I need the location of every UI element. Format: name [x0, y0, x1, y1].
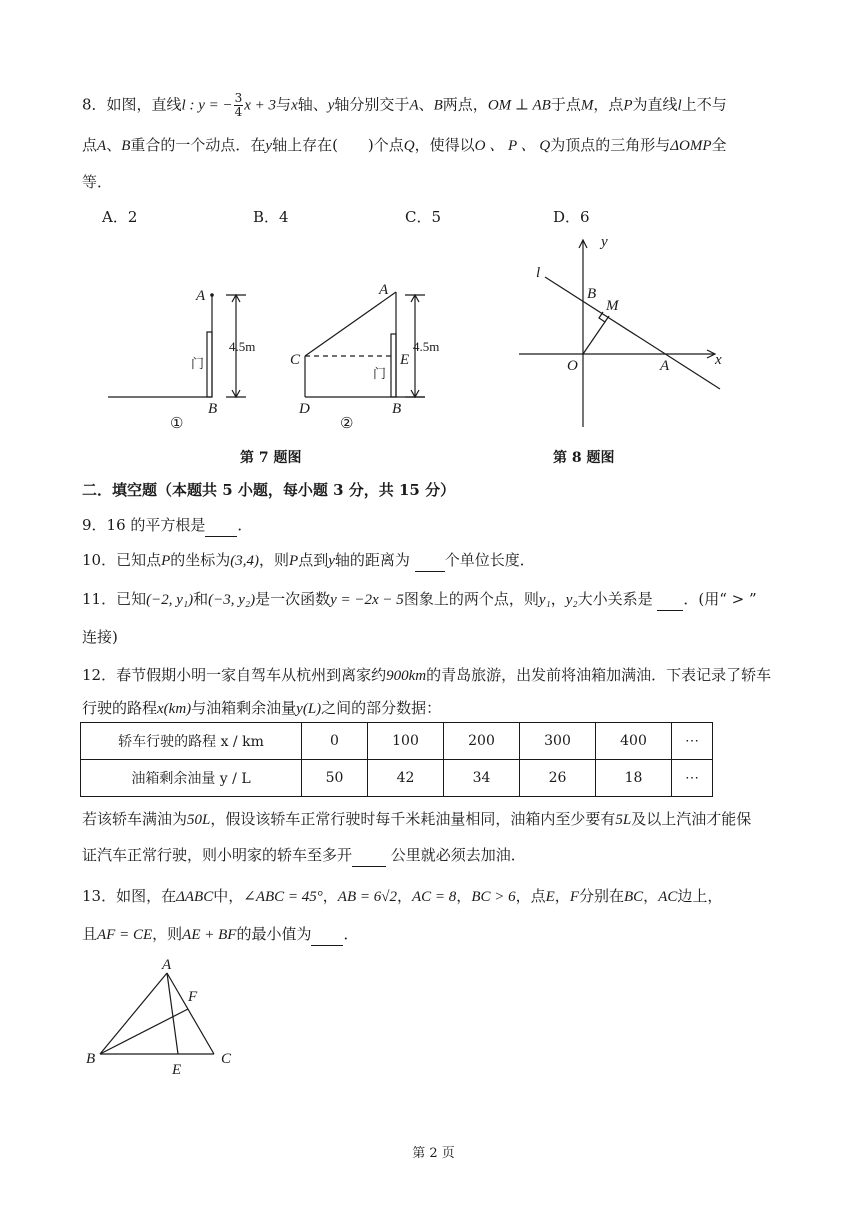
q8-option-d: D．6: [553, 208, 590, 226]
figure-7: [100, 272, 440, 437]
q11-var: (−3, y₂): [208, 592, 256, 608]
q13-text: ，: [322, 887, 338, 905]
q8-text: 上不与: [681, 95, 727, 114]
q13-text: ，: [396, 887, 412, 905]
door-frame-2: [391, 334, 396, 397]
table-cell: ⋯: [672, 760, 713, 797]
q12-data-table: [80, 722, 713, 797]
q12-text: 12．春节假期小明一家自驾车从杭州到离家约: [82, 666, 387, 684]
q13-text: ，则: [152, 925, 183, 943]
q13-text: 13．如图，在: [82, 887, 177, 905]
q13-var: E: [545, 889, 555, 905]
q8-text: 轴上存在( )个点: [272, 136, 404, 154]
q12-text: 行驶的路程: [82, 699, 158, 717]
label-c: C: [290, 352, 301, 368]
label-a2: A: [379, 282, 389, 298]
q13-text: 且: [82, 925, 98, 943]
q13-var: ΔABC: [176, 889, 214, 905]
q8-var: O 、 P 、 Q: [474, 138, 551, 154]
q8-text: 轴、: [297, 95, 328, 114]
q8-var: OM ⊥ AB: [487, 97, 551, 114]
q8-var: A: [97, 138, 107, 154]
q8-text: 全: [711, 136, 727, 154]
q8-fraction: [234, 92, 244, 119]
q8-option-b: B．4: [253, 208, 289, 226]
q13-line-1: [82, 885, 722, 908]
q8-text: ，使得以: [414, 136, 475, 154]
q11-text: ，: [550, 590, 566, 608]
q8-var: Q: [403, 138, 415, 154]
q8-text: 重合的一个动点．在: [130, 136, 266, 154]
door-label-2: 门: [373, 366, 387, 381]
q8-text: 于点: [550, 95, 581, 114]
q13-var: ∠ABC = 45°: [243, 889, 323, 905]
figure-7-caption: 第 7 题图: [240, 450, 302, 466]
q8-text: 为顶点的三角形与: [550, 136, 671, 154]
q13-text: 的最小值为: [236, 925, 312, 943]
q10-text: 点到: [298, 551, 329, 569]
label-x: x: [715, 352, 722, 368]
q12-line-3: [82, 808, 751, 831]
q12-line-4: [82, 844, 526, 867]
q13-var: AB = 6√2: [337, 889, 397, 905]
q8-text: ，点: [593, 95, 624, 114]
fraction-denominator: 4: [234, 105, 243, 119]
q8-line-2: [82, 134, 727, 157]
table-header-cell: 油箱剩余油量 y / L: [81, 760, 302, 797]
label-m: M: [606, 298, 619, 314]
q8-text: 、: [418, 95, 434, 114]
q8-var: x: [291, 97, 298, 114]
label-e: E: [400, 352, 410, 368]
q11-blank: [657, 588, 683, 611]
q13-text: 分别在: [578, 887, 624, 905]
q13-text: ，: [456, 887, 472, 905]
q13-line-2: [82, 923, 358, 946]
table-cell: 50: [302, 760, 368, 797]
q8-var: B: [121, 138, 131, 154]
q12-text: 证汽车正常行驶，则小明家的轿车至多开: [82, 846, 353, 864]
q8-var: A: [409, 97, 419, 114]
table-cell: 26: [520, 760, 596, 797]
q12-var: x(km): [157, 701, 192, 717]
q8-equation: l : y = −: [181, 97, 233, 114]
q9-blank: [205, 514, 237, 537]
label-e: E: [172, 1062, 182, 1078]
diagram-label-1: ①: [170, 416, 184, 432]
q12-text: ，假设该轿车正常行驶时每千米耗油量相同，油箱内至少要有: [210, 810, 616, 828]
table-cell: 0: [302, 723, 368, 760]
label-b1: B: [208, 401, 218, 417]
q13-var: AC: [658, 889, 678, 905]
label-f: F: [188, 989, 198, 1005]
q10-blank: [415, 549, 445, 572]
q9-text: 9．16 的平方根是: [82, 516, 206, 534]
q8-var: y: [327, 97, 335, 114]
q13-blank: [311, 923, 343, 946]
label-b: B: [587, 286, 597, 302]
q12-var: y(L): [296, 701, 322, 717]
height-label-2: 4.5m: [413, 339, 440, 354]
q8-var: l: [677, 97, 682, 114]
figure-8: [515, 232, 730, 432]
q8-line-1: [82, 92, 727, 119]
q13-text: ，: [554, 887, 570, 905]
q11-var: y = −2x − 5: [330, 592, 404, 608]
q10-text: 10．已知点: [82, 551, 162, 569]
figure-13: [84, 955, 244, 1085]
q9-text: ．: [237, 516, 253, 534]
table-cell: 100: [368, 723, 444, 760]
q13-var: AC = 8: [412, 889, 457, 905]
q12-text: 与油箱剩余油量: [191, 699, 297, 717]
q10-var: P: [161, 553, 171, 569]
door-label-1: 门: [191, 356, 205, 371]
q11-line-1: [82, 588, 757, 611]
label-d: D: [299, 401, 310, 417]
q8-text: 、: [106, 136, 122, 154]
q10-text: ，则: [259, 551, 290, 569]
q12-line-1: [82, 664, 771, 687]
label-a: A: [162, 957, 172, 973]
q8-option-c: C．5: [405, 208, 442, 226]
q8-var: y: [265, 138, 273, 154]
fraction-numerator: 3: [234, 91, 243, 105]
q12-text: 若该轿车满油为: [82, 810, 188, 828]
right-angle-mark: [599, 312, 605, 322]
q13-var: AF = CE: [97, 927, 153, 943]
label-b2: B: [392, 401, 402, 417]
point-a1: [210, 293, 214, 297]
page-footer: 第 2 页: [412, 1146, 455, 1161]
q12-text: 及以上汽油才能保: [631, 810, 752, 828]
q11-line-2: 连接): [82, 628, 118, 646]
q8-text: 8．如图，直线: [82, 95, 182, 114]
section-2-heading: 二．填空题（本题共 5 小题，每小题 3 分，共 15 分）: [82, 481, 456, 499]
q12-var: 5L: [615, 812, 632, 828]
table-cell: 400: [596, 723, 672, 760]
table-cell: ⋯: [672, 723, 713, 760]
table-row: [81, 760, 713, 797]
q12-var: 50L: [187, 812, 211, 828]
q8-text: 点: [82, 136, 98, 154]
q8-var: ΔOMP: [670, 138, 712, 154]
table-cell: 18: [596, 760, 672, 797]
q9: [82, 514, 252, 537]
q11-text: 图象上的两个点，则: [403, 590, 539, 608]
q12-text: 的青岛旅游，出发前将油箱加满油．下表记录了轿车: [426, 666, 772, 684]
q8-text: 为直线: [632, 95, 678, 114]
figure-8-caption: 第 8 题图: [553, 450, 615, 466]
label-l: l: [536, 265, 541, 281]
q12-blank: [352, 844, 386, 867]
q13-text: 边上，: [677, 887, 723, 905]
q8-var: P: [623, 97, 633, 114]
q13-var: BC > 6: [471, 889, 516, 905]
q12-text: 之间的部分数据：: [321, 699, 442, 717]
height-label-1: 4.5m: [229, 339, 256, 354]
q11-text: 大小关系是: [577, 590, 653, 608]
q8-text: 与: [276, 95, 292, 114]
segment-ae: [167, 973, 178, 1054]
q13-text: ．: [343, 925, 359, 943]
segment-ab: [100, 973, 167, 1054]
table-row: [81, 723, 713, 760]
label-a1: A: [196, 288, 206, 304]
q11-text: ．(用“ > ”: [683, 590, 757, 608]
label-b: B: [86, 1051, 96, 1067]
q10: [82, 549, 535, 572]
table-cell: 34: [444, 760, 520, 797]
q8-var: B: [433, 97, 443, 114]
q12-text: 公里就必须去加油．: [390, 846, 526, 864]
label-y: y: [601, 234, 608, 250]
segment-ca: [305, 292, 396, 356]
q8-option-a: A．2: [102, 208, 138, 226]
table-header-cell: 轿车行驶的路程 x / km: [81, 723, 302, 760]
q8-var: M: [580, 97, 594, 114]
q13-text: ，点: [515, 887, 546, 905]
q13-var: F: [569, 889, 579, 905]
door-frame-1: [207, 332, 212, 397]
diagram-label-2: ②: [340, 416, 354, 432]
q10-var: P: [289, 553, 299, 569]
q8-text: 轴分别交于: [334, 95, 410, 114]
q13-text: ，: [643, 887, 659, 905]
q10-text: 的坐标为: [170, 551, 231, 569]
q8-line-3: 等．: [82, 173, 113, 191]
label-a: A: [660, 358, 670, 374]
q11-var: y₂: [565, 592, 578, 608]
q11-text: 11．已知: [82, 590, 147, 608]
label-c: C: [221, 1051, 232, 1067]
q10-text: 个单位长度．: [444, 551, 535, 569]
q13-var: AE + BF: [182, 927, 237, 943]
table-cell: 300: [520, 723, 596, 760]
q11-var: y₁: [538, 592, 551, 608]
table-cell: 200: [444, 723, 520, 760]
q12-var: 900km: [386, 668, 427, 684]
q12-line-2: [82, 697, 441, 720]
label-o: O: [567, 358, 578, 374]
table-cell: 42: [368, 760, 444, 797]
q13-text: 中，: [213, 887, 244, 905]
q8-text: 两点，: [442, 95, 488, 114]
q11-text: 是一次函数: [255, 590, 331, 608]
q13-var: BC: [624, 889, 644, 905]
q11-text: 和: [193, 590, 209, 608]
q11-var: (−2, y₁): [146, 592, 194, 608]
q8-equation-tail: x + 3: [244, 97, 277, 114]
q10-var: y: [328, 553, 335, 569]
segment-ac: [167, 973, 214, 1054]
q10-text: 轴的距离为: [334, 551, 410, 569]
q10-var: (3,4): [230, 553, 260, 569]
